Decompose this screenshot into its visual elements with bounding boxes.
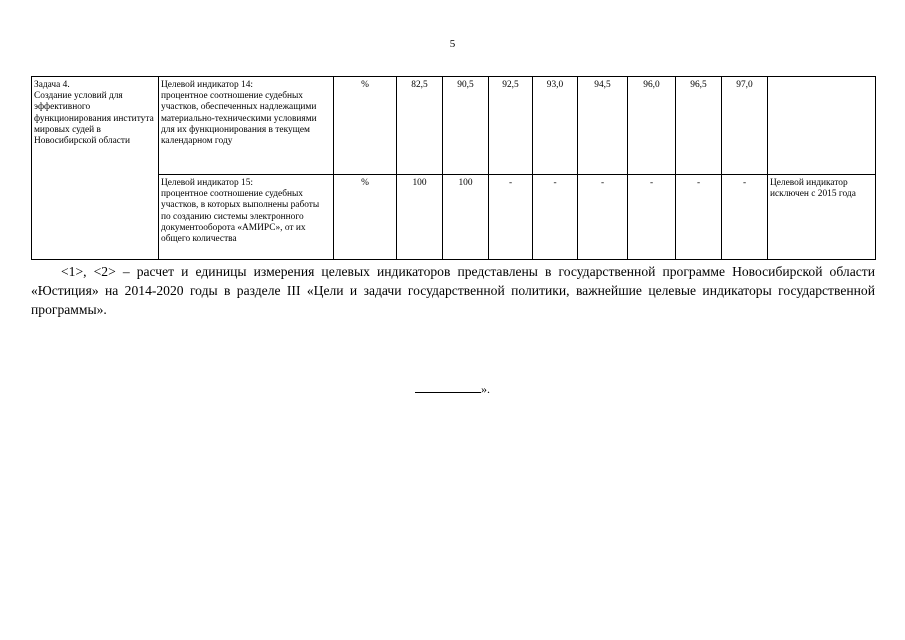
value-cell: - <box>578 175 628 260</box>
task-text: Задача 4. Создание условий для эффективного функционирования института мировых судей в Новосибирской области <box>34 80 154 147</box>
task-cell <box>32 77 159 260</box>
value-cell: - <box>676 175 722 260</box>
closing-quote: ». <box>481 382 490 396</box>
footnote-paragraph: <1>, <2> – расчет и единицы измерения целевых индикаторов представлены в государственной программе Новосибирской области «Юстиция» на 2014-2020 годы в разделе III «Цели и задачи государственной политики, важнейшие целевые индикаторы государственной программы». <box>31 264 875 317</box>
value-cell: 100 <box>443 175 489 260</box>
note-cell: Целевой индикатор исключен с 2015 года <box>768 175 876 260</box>
unit-cell: % <box>334 175 397 260</box>
value-cell: 100 <box>397 175 443 260</box>
closing-mark <box>0 382 905 397</box>
value-cell: 93,0 <box>533 77 578 175</box>
value-cell: 96,0 <box>628 77 676 175</box>
indicators-table <box>31 76 876 260</box>
indicator-cell <box>159 175 334 260</box>
unit-cell: % <box>334 77 397 175</box>
value-cell: - <box>628 175 676 260</box>
note-cell <box>768 77 876 175</box>
page-number: 5 <box>449 38 456 50</box>
table-row <box>32 175 876 260</box>
value-cell: 97,0 <box>722 77 768 175</box>
value-cell: 90,5 <box>443 77 489 175</box>
indicator-text: Целевой индикатор 15: процентное соотношение судебных участков, в которых выполнены работы по созданию системы электронного документооборота «АМИРС», от их общего количества <box>161 178 320 245</box>
table-row <box>32 77 876 175</box>
indicator-text: Целевой индикатор 14: процентное соотношение судебных участков, обеспеченных надлежащими материально-техническими условиями для их функционирования в текущем календарном году <box>161 80 317 147</box>
value-cell: - <box>533 175 578 260</box>
value-cell: - <box>489 175 533 260</box>
signature-line <box>415 382 481 393</box>
value-cell: 94,5 <box>578 77 628 175</box>
indicator-cell <box>159 77 334 175</box>
value-cell: 92,5 <box>489 77 533 175</box>
value-cell: - <box>722 175 768 260</box>
value-cell: 96,5 <box>676 77 722 175</box>
value-cell: 82,5 <box>397 77 443 175</box>
